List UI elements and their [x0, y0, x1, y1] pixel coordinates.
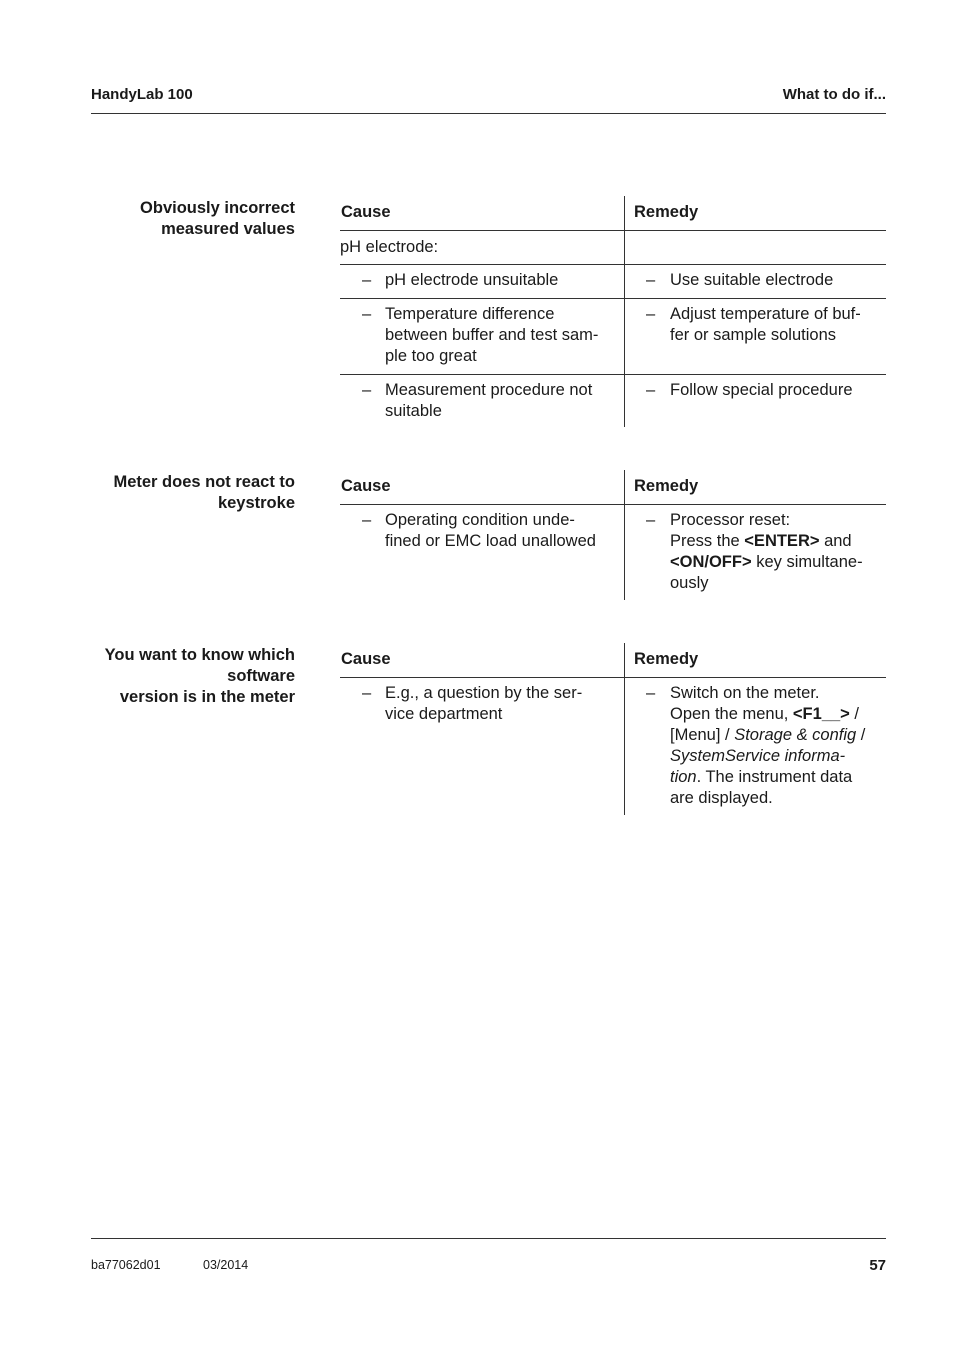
- cause-cell: – Measurement procedure not suitable: [340, 380, 624, 422]
- table-header-row: [340, 470, 886, 505]
- section-label-line: keystroke: [217, 494, 295, 512]
- remedy-cell: – Switch on the meter. Open the menu, <F1__> / [Menu] / Storage & config / SystemService informa- tion. The instrument data are displayed.: [625, 683, 886, 809]
- cause-text: Temperature difference: [385, 305, 555, 323]
- remedy-text: Processor reset:: [670, 511, 791, 529]
- header-cause: Cause: [341, 203, 391, 221]
- page-footer: [91, 1238, 886, 1274]
- cause-cell: – pH electrode unsuitable: [340, 270, 624, 291]
- menu-path-italic: SystemService informa-: [670, 747, 846, 765]
- header-remedy: Remedy: [634, 203, 699, 221]
- section-label: [60, 198, 295, 240]
- table-header-row: [340, 643, 886, 678]
- cause-cell: – Operating condition unde- fined or EMC load unallowed: [340, 510, 624, 552]
- cause-text: pH electrode unsuitable: [385, 271, 559, 289]
- remedy-text: Press the <ENTER> and: [670, 532, 852, 550]
- cause-text: between buffer and test sam-: [385, 326, 599, 344]
- remedy-text: Follow special procedure: [670, 381, 853, 399]
- remedy-cell: – Adjust temperature of buf- fer or sample solutions: [625, 304, 886, 346]
- table-row: [340, 678, 886, 816]
- section-label: [60, 472, 295, 514]
- table-row: [340, 505, 886, 601]
- cause-text: suitable: [385, 402, 442, 420]
- header-remedy: Remedy: [634, 477, 699, 495]
- table-row: [340, 299, 886, 375]
- remedy-text: <ON/OFF> key simultane-: [670, 553, 863, 571]
- cause-text: vice department: [385, 705, 503, 723]
- remedy-text: ously: [670, 574, 709, 592]
- table-row: [340, 265, 886, 299]
- remedy-cell: – Processor reset: Press the <ENTER> and <ON/OFF> key simultane- ously: [625, 510, 886, 594]
- page-number: 57: [869, 1257, 886, 1274]
- section-label: [60, 645, 295, 708]
- cause-remedy-table: [340, 470, 886, 601]
- table-row: [340, 231, 886, 265]
- remedy-text: [670, 746, 882, 767]
- remedy-text: [Menu] / Storage & config /: [670, 726, 866, 744]
- table-header-row: [340, 196, 886, 231]
- remedy-text: are displayed.: [670, 789, 773, 807]
- remedy-text: Switch on the meter.: [670, 684, 820, 702]
- menu-path-italic: tion: [670, 768, 697, 786]
- remedy-text: tion. The instrument data: [670, 768, 853, 786]
- footer-date: 03/2014: [203, 1258, 249, 1272]
- remedy-text: fer or sample solutions: [670, 326, 836, 344]
- cause-text: E.g., a question by the ser-: [385, 684, 583, 702]
- cause-remedy-table: [340, 643, 886, 816]
- remedy-text: Use suitable electrode: [670, 271, 834, 289]
- header-chapter-title: What to do if...: [782, 86, 886, 103]
- remedy-cell: – Follow special procedure: [625, 380, 886, 401]
- on-off-key-label: <ON/OFF>: [670, 553, 752, 571]
- header-cause: Cause: [341, 650, 391, 668]
- enter-key-label: <ENTER>: [744, 532, 820, 550]
- page-header: [91, 86, 886, 114]
- remedy-cell: – Use suitable electrode: [625, 270, 886, 291]
- menu-path-italic: Storage & config: [734, 726, 857, 744]
- footer-doc-id: ba77062d01: [91, 1258, 161, 1272]
- remedy-text: Adjust temperature of buf-: [670, 305, 861, 323]
- f1-key-label: <F1__>: [792, 705, 850, 723]
- section-label-line: You want to know which: [104, 646, 295, 664]
- table-row: [340, 375, 886, 430]
- cause-text: ple too great: [385, 347, 477, 365]
- section-label-line: version is in the meter: [119, 688, 295, 706]
- cause-cell: – E.g., a question by the ser- vice department: [340, 683, 624, 725]
- cause-text: Measurement procedure not: [385, 381, 593, 399]
- cause-text: fined or EMC load unallowed: [385, 532, 596, 550]
- cause-cell: – Temperature difference between buffer and test sam- ple too great: [340, 304, 624, 367]
- section-label-line: software: [227, 667, 295, 685]
- header-cause: Cause: [341, 477, 391, 495]
- cause-text: Operating condition unde-: [385, 511, 575, 529]
- section-label-line: Obviously incorrect: [140, 199, 295, 217]
- cause-remedy-table: [340, 196, 886, 430]
- remedy-text: Open the menu, <F1__> /: [670, 705, 859, 723]
- header-remedy: Remedy: [634, 650, 699, 668]
- group-label: pH electrode:: [340, 238, 439, 256]
- header-product-name: HandyLab 100: [91, 86, 193, 103]
- section-label-line: Meter does not react to: [113, 473, 295, 491]
- section-label-line: measured values: [161, 220, 295, 238]
